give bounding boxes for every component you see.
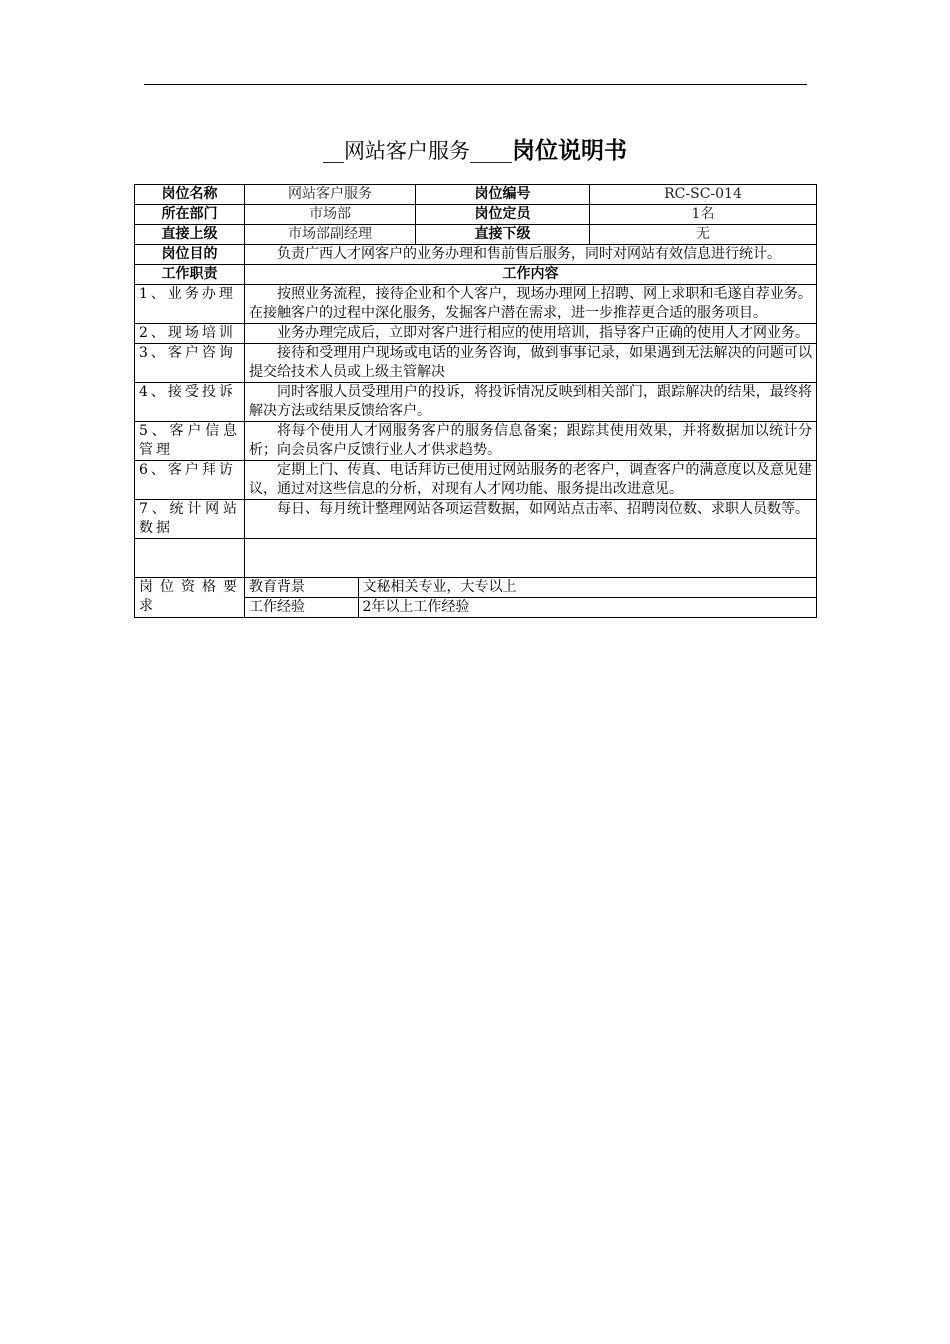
row-department (135, 205, 817, 225)
duty-row (135, 324, 817, 344)
duty-row (135, 344, 817, 383)
duty-row (135, 285, 817, 324)
duty-title: 5、客户信息管理 (135, 422, 245, 461)
subordinate-label: 直接下级 (416, 225, 590, 245)
qualification-item-value: 2年以上工作经验 (362, 599, 470, 615)
qualification-row (135, 578, 817, 618)
qualification-item (245, 598, 816, 618)
superior-value: 市场部副经理 (245, 225, 416, 245)
duty-content: 按照业务流程，接待企业和个人客户，现场办理网上招聘、网上求职和毛遂自荐业务。在接触客户的过程中深化服务，发掘客户潜在需求，进一步推荐更合适的服务项目。 (245, 285, 817, 324)
duty-row (135, 383, 817, 422)
duty-content: 将每个使用人才网服务客户的服务信息备案；跟踪其使用效果，并将数据加以统计分析；向会员客户反馈行业人才供求趋势。 (245, 422, 817, 461)
duty-title: 6、客户拜访 (135, 461, 245, 500)
empty-row (135, 539, 817, 578)
duty-row (135, 461, 817, 500)
duty-title: 1、业务办理 (135, 285, 245, 324)
duty-title: 3、客户咨询 (135, 344, 245, 383)
document-title (0, 136, 950, 166)
title-suffix: ____ (470, 139, 512, 163)
qualification-item (245, 578, 816, 598)
qualification-cell (245, 578, 817, 618)
row-superior (135, 225, 817, 245)
empty-cell (135, 539, 245, 578)
duty-content: 接待和受理用户现场或电话的业务咨询，做到事事记录，如果遇到无法解决的问题可以提交给技术人员或上级主管解决 (245, 344, 817, 383)
post-name-value: 网站客户服务 (245, 185, 416, 205)
row-post-name (135, 185, 817, 205)
duty-title: 4、接受投诉 (135, 383, 245, 422)
content-column-header: 工作内容 (245, 265, 817, 285)
purpose-label: 岗位目的 (135, 245, 245, 265)
duty-column-header: 工作职责 (135, 265, 245, 285)
duty-row (135, 500, 817, 539)
empty-cell (245, 539, 817, 578)
qualification-item-value: 文秘相关专业，大专以上 (358, 578, 816, 598)
qualification-item-name: 教育背景 (245, 578, 358, 598)
title-job-name: 网站客户服务 (344, 139, 470, 163)
duty-content: 定期上门、传真、电话拜访已使用过网站服务的老客户，调查客户的满意度以及意见建议，通过对这些信息的分析，对现有人才网功能、服务提出改进意见。 (245, 461, 817, 500)
row-purpose (135, 245, 817, 265)
duty-content: 业务办理完成后，立即对客户进行相应的使用培训，指导客户正确的使用人才网业务。 (245, 324, 817, 344)
post-code-value: RC-SC-014 (590, 185, 817, 205)
duty-title: 2、现场培训 (135, 324, 245, 344)
dept-label: 所在部门 (135, 205, 245, 225)
staffing-value: 1名 (590, 205, 817, 225)
purpose-value: 负责广西人才网客户的业务办理和售前售后服务，同时对网站有效信息进行统计。 (245, 245, 817, 265)
duties-header-row (135, 265, 817, 285)
header-rule (144, 84, 807, 85)
qualification-table (245, 578, 816, 617)
post-code-label: 岗位编号 (416, 185, 590, 205)
dept-value: 市场部 (245, 205, 416, 225)
title-prefix: __ (323, 139, 344, 163)
superior-label: 直接上级 (135, 225, 245, 245)
duty-title: 7、统计网站数据 (135, 500, 245, 539)
duty-content: 同时客服人员受理用户的投诉，将投诉情况反映到相关部门，跟踪解决的结果，最终将解决方法或结果反馈给客户。 (245, 383, 817, 422)
post-name-label: 岗位名称 (135, 185, 245, 205)
duty-content: 每日、每月统计整理网站各项运营数据，如网站点击率、招聘岗位数、求职人员数等。 (245, 500, 817, 539)
qualification-label: 岗位资格要求 (135, 578, 245, 618)
title-doc-type: 岗位说明书 (512, 138, 627, 164)
staffing-label: 岗位定员 (416, 205, 590, 225)
duty-row (135, 422, 817, 461)
subordinate-value: 无 (590, 225, 817, 245)
job-description-table (134, 184, 817, 618)
qualification-item-name: 工作经验 (245, 598, 358, 618)
